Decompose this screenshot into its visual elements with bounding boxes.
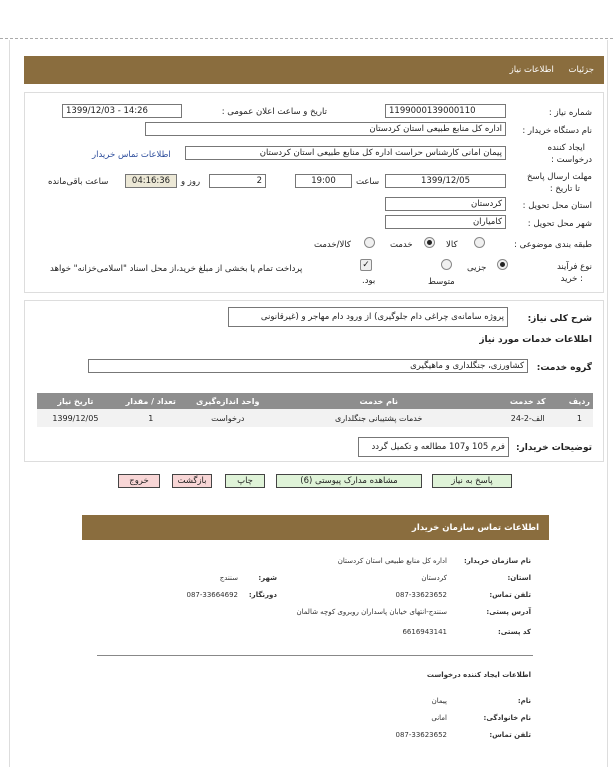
process-medium-radio[interactable] [441,259,452,270]
contact-org-value: اداره کل منابع طبیعی استان کردستان [337,557,447,565]
cell-unit: درخواست [188,409,268,427]
deadline-label-2: تا تاریخ : [549,184,580,194]
announce-field[interactable]: 1399/12/03 - 14:26 [62,104,182,118]
contact-fax-label: دورنگار: [248,591,277,599]
print-button[interactable]: چاپ [225,474,265,488]
creator-family-label: نام خانوادگی: [483,714,531,722]
category-goods-service-label: کالا/خدمت [314,240,351,250]
contact-fax-value: 087-33664692 [186,591,238,599]
time-label: ساعت [356,177,380,187]
col-service-name: نام خدمت [268,393,490,409]
nav-details[interactable]: جزئیات [568,65,594,75]
deadline-label-1: مهلت ارسال پاسخ [527,172,592,182]
exit-button[interactable]: خروج [118,474,160,488]
col-quantity: تعداد / مقدار [114,393,188,409]
service-group-field[interactable]: کشاورزی، جنگلداری و ماهیگیری [88,359,528,373]
city-field[interactable]: کامیاران [385,215,506,229]
announce-label: تاریخ و ساعت اعلان عمومی : [221,107,327,117]
back-button[interactable]: بازگشت [172,474,212,488]
buyer-org-field[interactable]: اداره کل منابع طبیعی استان کردستان [145,122,506,136]
deadline-date-field[interactable]: 1399/12/05 [385,174,506,188]
days-label: روز و [181,177,201,187]
category-service-radio[interactable] [424,237,435,248]
province-label: استان محل تحویل : [522,201,592,211]
city-label: شهر محل تحویل : [527,219,592,229]
creator-label-1: ایجاد کننده [547,143,585,153]
contact-phone-label: تلفن تماس: [489,591,531,599]
left-border [9,40,10,767]
remaining-label: ساعت باقی‌مانده [48,177,109,187]
col-unit: واحد اندازه‌گیری [188,393,268,409]
category-service-label: خدمت [390,240,413,250]
contact-province-label: استان: [507,574,531,582]
creator-name-value: پیمان [431,697,447,705]
reply-button[interactable]: پاسخ به نیاز [432,474,512,488]
cell-quantity: 1 [114,409,188,427]
process-label-1: نوع فرآیند [556,262,592,272]
contact-divider [97,655,533,656]
creator-section-title: اطلاعات ایجاد کننده درخواست [426,671,531,679]
process-medium-label: متوسط [428,277,455,287]
deadline-time-field[interactable]: 19:00 [295,174,352,188]
category-goods-radio[interactable] [474,237,485,248]
cell-row: 1 [566,409,593,427]
right-border [607,40,608,767]
contact-city-value: سنندج [219,574,238,582]
creator-name-label: نام: [517,697,531,705]
contact-address-value: سنندج-انتهای خیابان پاسداران روبروی کوچه شالمان [296,608,447,616]
creator-family-value: امانی [431,714,447,722]
service-group-label: گروه خدمت: [536,363,592,373]
table-row [37,409,593,427]
buyer-notes-field[interactable]: فرم 105 و107 مطالعه و تکمیل گردد [358,437,509,457]
category-goods-service-radio[interactable] [364,237,375,248]
services-table [37,393,593,427]
nav-need-info[interactable]: اطلاعات نیاز [509,65,554,75]
cell-service-code: الف-2-24 [490,409,566,427]
services-header: اطلاعات خدمات مورد نیاز [479,335,592,345]
top-dashed-divider [0,38,613,39]
buyer-contact-link[interactable]: اطلاعات تماس خریدار [92,150,171,160]
need-info-header-bar [24,56,604,84]
cell-service-name: خدمات پشتیبانی جنگلداری [268,409,490,427]
contact-province-value: کردستان [421,574,447,582]
col-row: ردیف [566,393,593,409]
summary-field[interactable]: پروژه سامانه‌ی چراغی دام جلوگیری) از ورود دام مهاجر و (غیرقانونی [228,307,508,327]
need-number-label: شماره نیاز : [548,108,592,118]
process-label-2: : خرید [560,274,583,284]
creator-phone-value: 087-33623652 [395,731,447,739]
cell-need-date: 1399/12/05 [37,409,114,427]
province-field[interactable]: کردستان [385,197,506,211]
creator-phone-label: تلفن تماس: [489,731,531,739]
category-label: طبقه بندی موضوعی : [514,240,592,250]
contact-city-label: شهر: [258,574,277,582]
process-partial-label: جزیی [467,263,487,273]
remaining-timer: 04:16:36 [125,174,177,188]
payment-note-2: بود. [362,276,376,286]
contact-postal-label: کد پستی: [497,628,531,636]
category-goods-label: کالا [446,240,458,250]
col-service-code: کد خدمت [490,393,566,409]
contact-org-label: نام سازمان خریدار: [463,557,531,565]
col-need-date: تاریخ نیاز [37,393,114,409]
process-partial-radio[interactable] [497,259,508,270]
view-documents-button[interactable]: مشاهده مدارک پیوستی (6) [276,474,422,488]
creator-label-2: درخواست : [551,155,592,165]
table-header-row [37,393,593,409]
need-number-field[interactable]: 1199000139000110 [385,104,506,118]
contact-address-label: آدرس پستی: [486,608,531,616]
payment-note-1: پرداخت تمام یا بخشی از مبلغ خرید،از محل اسناد "اسلامی‌خزانه" خواهد [50,264,303,274]
buyer-org-label: نام دستگاه خریدار : [522,126,592,136]
contact-phone-value: 087-33623652 [395,591,447,599]
contact-header-bar: اطلاعات تماس سازمان خریدار [82,515,549,540]
contact-postal-value: 6616943141 [402,628,447,636]
days-field[interactable]: 2 [209,174,266,188]
creator-field[interactable]: پیمان امانی کارشناس حراست اداره کل منابع طبیعی استان کردستان [185,146,506,160]
payment-checkbox[interactable]: ✓ [360,259,372,271]
summary-label: شرح کلی نیاز: [527,314,592,324]
buyer-notes-label: توضیحات خریدار: [516,443,592,453]
